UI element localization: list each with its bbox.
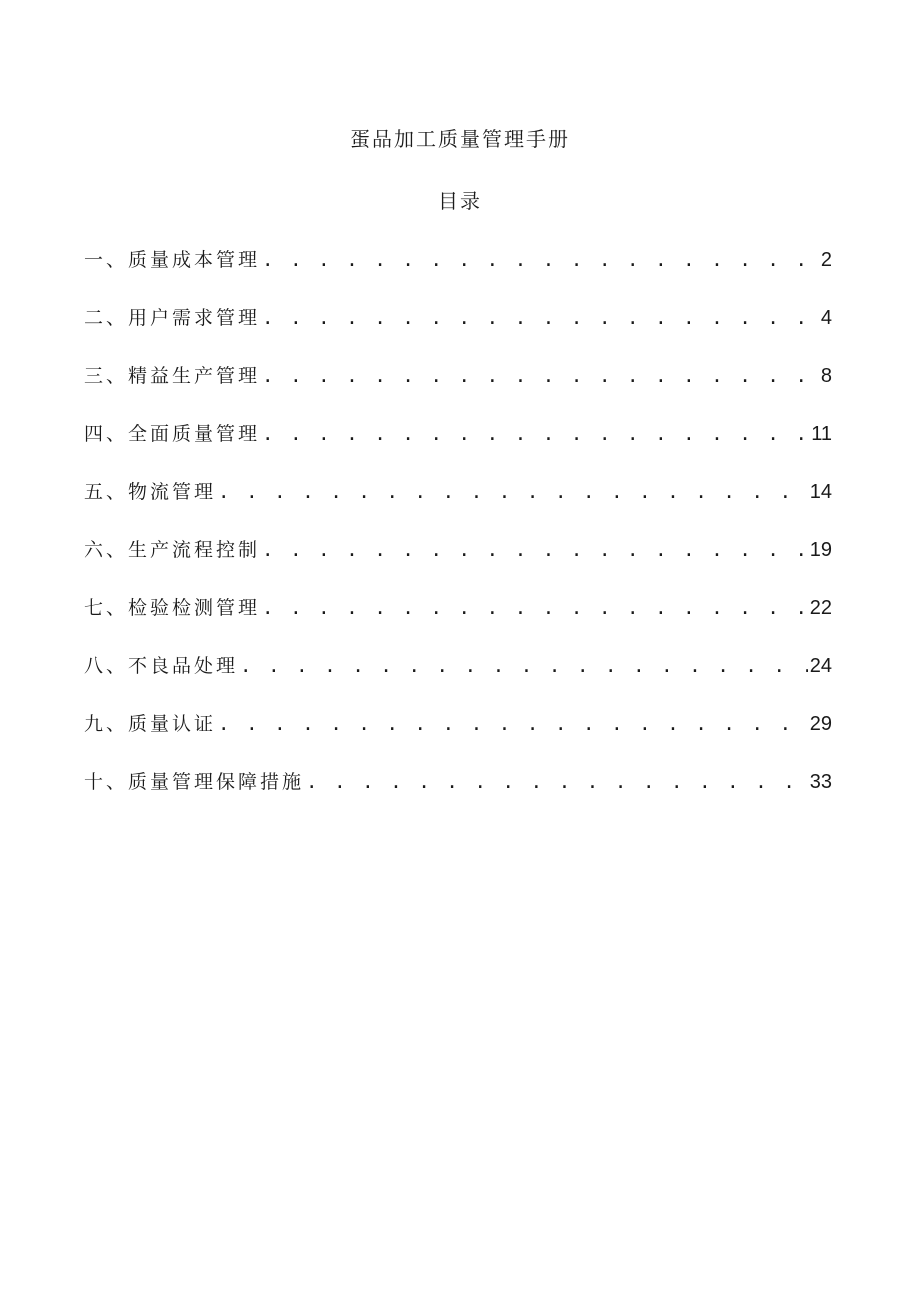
toc-entry-2[interactable] <box>84 301 832 359</box>
toc-page-number: 2 <box>820 249 832 271</box>
toc-entry-4[interactable] <box>84 417 832 475</box>
toc-entry-label: 四、全面质量管理 <box>84 423 261 445</box>
toc-entry-label: 三、精益生产管理 <box>84 365 261 387</box>
toc-dot-leader <box>218 475 808 509</box>
toc-page-number: 19 <box>809 539 832 561</box>
toc-page-number: 11 <box>811 423 832 445</box>
toc-dot-leader <box>262 301 819 335</box>
toc-page-number: 29 <box>809 713 832 735</box>
toc-entry-label: 八、不良品处理 <box>84 655 239 677</box>
toc-entry-7[interactable] <box>84 591 832 649</box>
toc-entry-9[interactable] <box>84 707 832 765</box>
toc-dot-leader <box>262 359 819 393</box>
toc-dot-leader <box>306 765 808 799</box>
toc-entry-8[interactable] <box>84 649 832 707</box>
toc-entry-label: 一、质量成本管理 <box>84 249 261 271</box>
toc-entry-1[interactable] <box>84 243 832 301</box>
toc-dot-leader <box>218 707 808 741</box>
toc-page-number: 4 <box>820 307 832 329</box>
toc-heading: 目录 <box>438 189 482 213</box>
toc-entry-5[interactable] <box>84 475 832 533</box>
toc-dot-leader <box>262 243 819 277</box>
toc-page-number: 22 <box>809 597 832 619</box>
toc-entry-label: 十、质量管理保障措施 <box>84 771 305 793</box>
toc-dot-leader <box>240 649 808 683</box>
toc-entry-6[interactable] <box>84 533 832 591</box>
toc-entry-label: 六、生产流程控制 <box>84 539 261 561</box>
toc-entry-label: 二、用户需求管理 <box>84 307 261 329</box>
toc-entry-10[interactable] <box>84 765 832 823</box>
toc-dot-leader <box>262 591 808 625</box>
toc-page-number: 33 <box>809 771 832 793</box>
toc-entry-label: 七、检验检测管理 <box>84 597 261 619</box>
toc-entry-label: 九、质量认证 <box>84 713 217 735</box>
toc-entry-3[interactable] <box>84 359 832 417</box>
toc-entry-label: 五、物流管理 <box>84 481 217 503</box>
toc-dot-leader <box>262 533 808 567</box>
document-title: 蛋品加工质量管理手册 <box>350 127 570 151</box>
toc-page-number: 24 <box>809 655 832 677</box>
toc-dot-leader <box>262 417 809 451</box>
table-of-contents <box>84 243 832 823</box>
toc-page-number: 14 <box>809 481 832 503</box>
toc-page-number: 8 <box>820 365 832 387</box>
